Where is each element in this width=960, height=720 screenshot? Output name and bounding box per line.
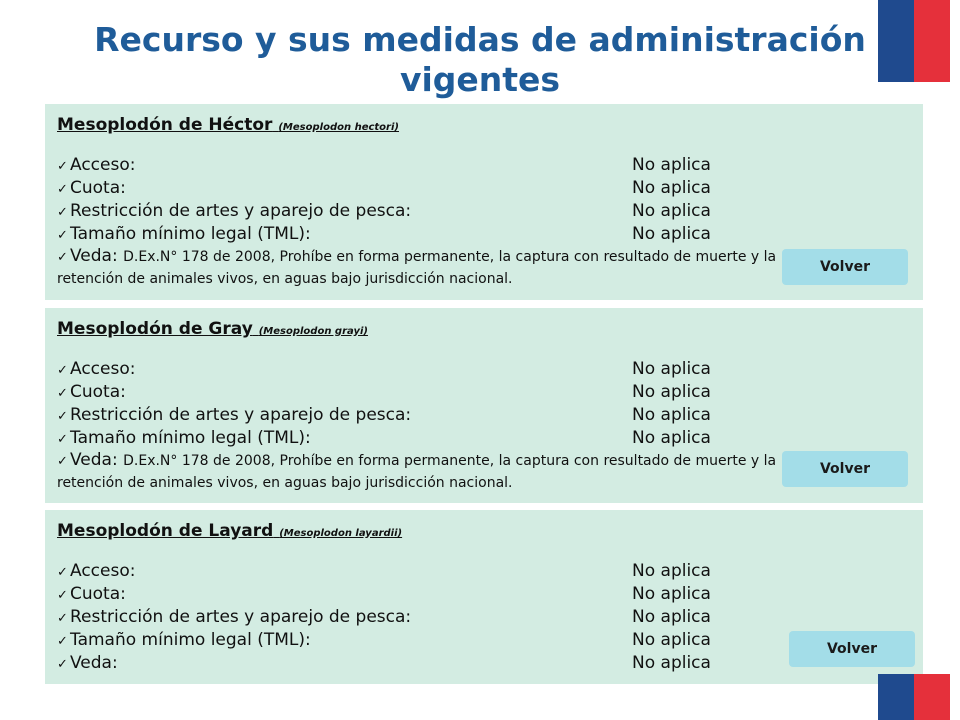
measure-value: No aplica — [632, 155, 711, 175]
page-title: Recurso y sus medidas de administración vigentes — [94, 20, 866, 99]
measures-list — [57, 154, 777, 290]
measure-label: Veda: — [70, 653, 118, 673]
measure-acceso — [57, 358, 777, 381]
flag-red-bar — [914, 674, 950, 720]
measure-value: No aplica — [632, 428, 711, 448]
measure-cuota — [57, 381, 777, 404]
measure-label: Cuota: — [70, 584, 126, 604]
species-panel-layard — [45, 510, 923, 684]
species-panel-hector — [45, 104, 923, 300]
measure-acceso — [57, 560, 777, 583]
measure-label: Acceso: — [70, 561, 136, 581]
measure-restriccion — [57, 606, 777, 629]
species-common-name: Mesoplodón de Layard — [57, 521, 274, 541]
checkmark-icon: ✓ — [57, 363, 68, 378]
species-scientific-name: (Mesoplodon layardii) — [279, 528, 403, 539]
veda-detail: D.Ex.N° 178 de 2008, Prohíbe en forma permanente, la captura con resultado de muerte y la retención de animales vivos, en aguas bajo jurisdicción nacional. — [57, 249, 777, 287]
checkmark-icon: ✓ — [57, 432, 68, 447]
measure-label: Cuota: — [70, 382, 126, 402]
logo-flag-top — [878, 0, 950, 82]
measure-veda — [57, 652, 777, 675]
checkmark-icon: ✓ — [57, 159, 68, 174]
measure-tml — [57, 427, 777, 450]
checkmark-icon: ✓ — [57, 182, 68, 197]
measure-label: Tamaño mínimo legal (TML): — [70, 224, 311, 244]
measure-cuota — [57, 177, 777, 200]
measure-value: No aplica — [632, 653, 711, 673]
measure-acceso — [57, 154, 777, 177]
measure-label: Restricción de artes y aparejo de pesca: — [70, 201, 412, 221]
measure-label: Acceso: — [70, 155, 136, 175]
species-common-name: Mesoplodón de Gray — [57, 319, 253, 339]
measure-veda — [57, 450, 777, 494]
species-scientific-name: (Mesoplodon hectori) — [278, 122, 399, 133]
measure-tml — [57, 223, 777, 246]
measure-restriccion — [57, 200, 777, 223]
species-title — [57, 521, 402, 541]
checkmark-icon: ✓ — [57, 386, 68, 401]
measure-value: No aplica — [632, 201, 711, 221]
measure-label: Restricción de artes y aparejo de pesca: — [70, 405, 412, 425]
checkmark-icon: ✓ — [57, 657, 68, 672]
flag-red-bar — [914, 0, 950, 82]
species-title — [57, 319, 368, 339]
measure-veda — [57, 246, 777, 290]
volver-button[interactable]: Volver — [782, 249, 908, 285]
checkmark-icon: ✓ — [57, 454, 68, 469]
measure-value: No aplica — [632, 405, 711, 425]
volver-button[interactable]: Volver — [789, 631, 915, 667]
measure-cuota — [57, 583, 777, 606]
measure-value: No aplica — [632, 224, 711, 244]
measure-label: Cuota: — [70, 178, 126, 198]
checkmark-icon: ✓ — [57, 205, 68, 220]
measure-value: No aplica — [632, 178, 711, 198]
checkmark-icon: ✓ — [57, 228, 68, 243]
veda-detail: D.Ex.N° 178 de 2008, Prohíbe en forma permanente, la captura con resultado de muerte y la retención de animales vivos, en aguas bajo jurisdicción nacional. — [57, 453, 777, 491]
checkmark-icon: ✓ — [57, 250, 68, 265]
measure-value: No aplica — [632, 607, 711, 627]
measure-tml — [57, 629, 777, 652]
measure-label: Tamaño mínimo legal (TML): — [70, 630, 311, 650]
species-scientific-name: (Mesoplodon grayi) — [258, 326, 368, 337]
checkmark-icon: ✓ — [57, 634, 68, 649]
measure-restriccion — [57, 404, 777, 427]
measure-label: Acceso: — [70, 359, 136, 379]
species-panel-gray — [45, 308, 923, 503]
checkmark-icon: ✓ — [57, 565, 68, 580]
measure-label: Veda: — [70, 450, 118, 470]
checkmark-icon: ✓ — [57, 611, 68, 626]
measure-value: No aplica — [632, 359, 711, 379]
volver-button[interactable]: Volver — [782, 451, 908, 487]
species-common-name: Mesoplodón de Héctor — [57, 115, 273, 135]
measure-label: Tamaño mínimo legal (TML): — [70, 428, 311, 448]
measure-value: No aplica — [632, 584, 711, 604]
measure-value: No aplica — [632, 630, 711, 650]
measure-label: Veda: — [70, 246, 118, 266]
measure-label: Restricción de artes y aparejo de pesca: — [70, 607, 412, 627]
measures-list — [57, 358, 777, 494]
flag-blue-bar — [878, 674, 914, 720]
logo-flag-bottom — [878, 674, 950, 720]
measure-value: No aplica — [632, 382, 711, 402]
checkmark-icon: ✓ — [57, 409, 68, 424]
checkmark-icon: ✓ — [57, 588, 68, 603]
measures-list — [57, 560, 777, 675]
species-title — [57, 115, 399, 135]
flag-blue-bar — [878, 0, 914, 82]
measure-value: No aplica — [632, 561, 711, 581]
